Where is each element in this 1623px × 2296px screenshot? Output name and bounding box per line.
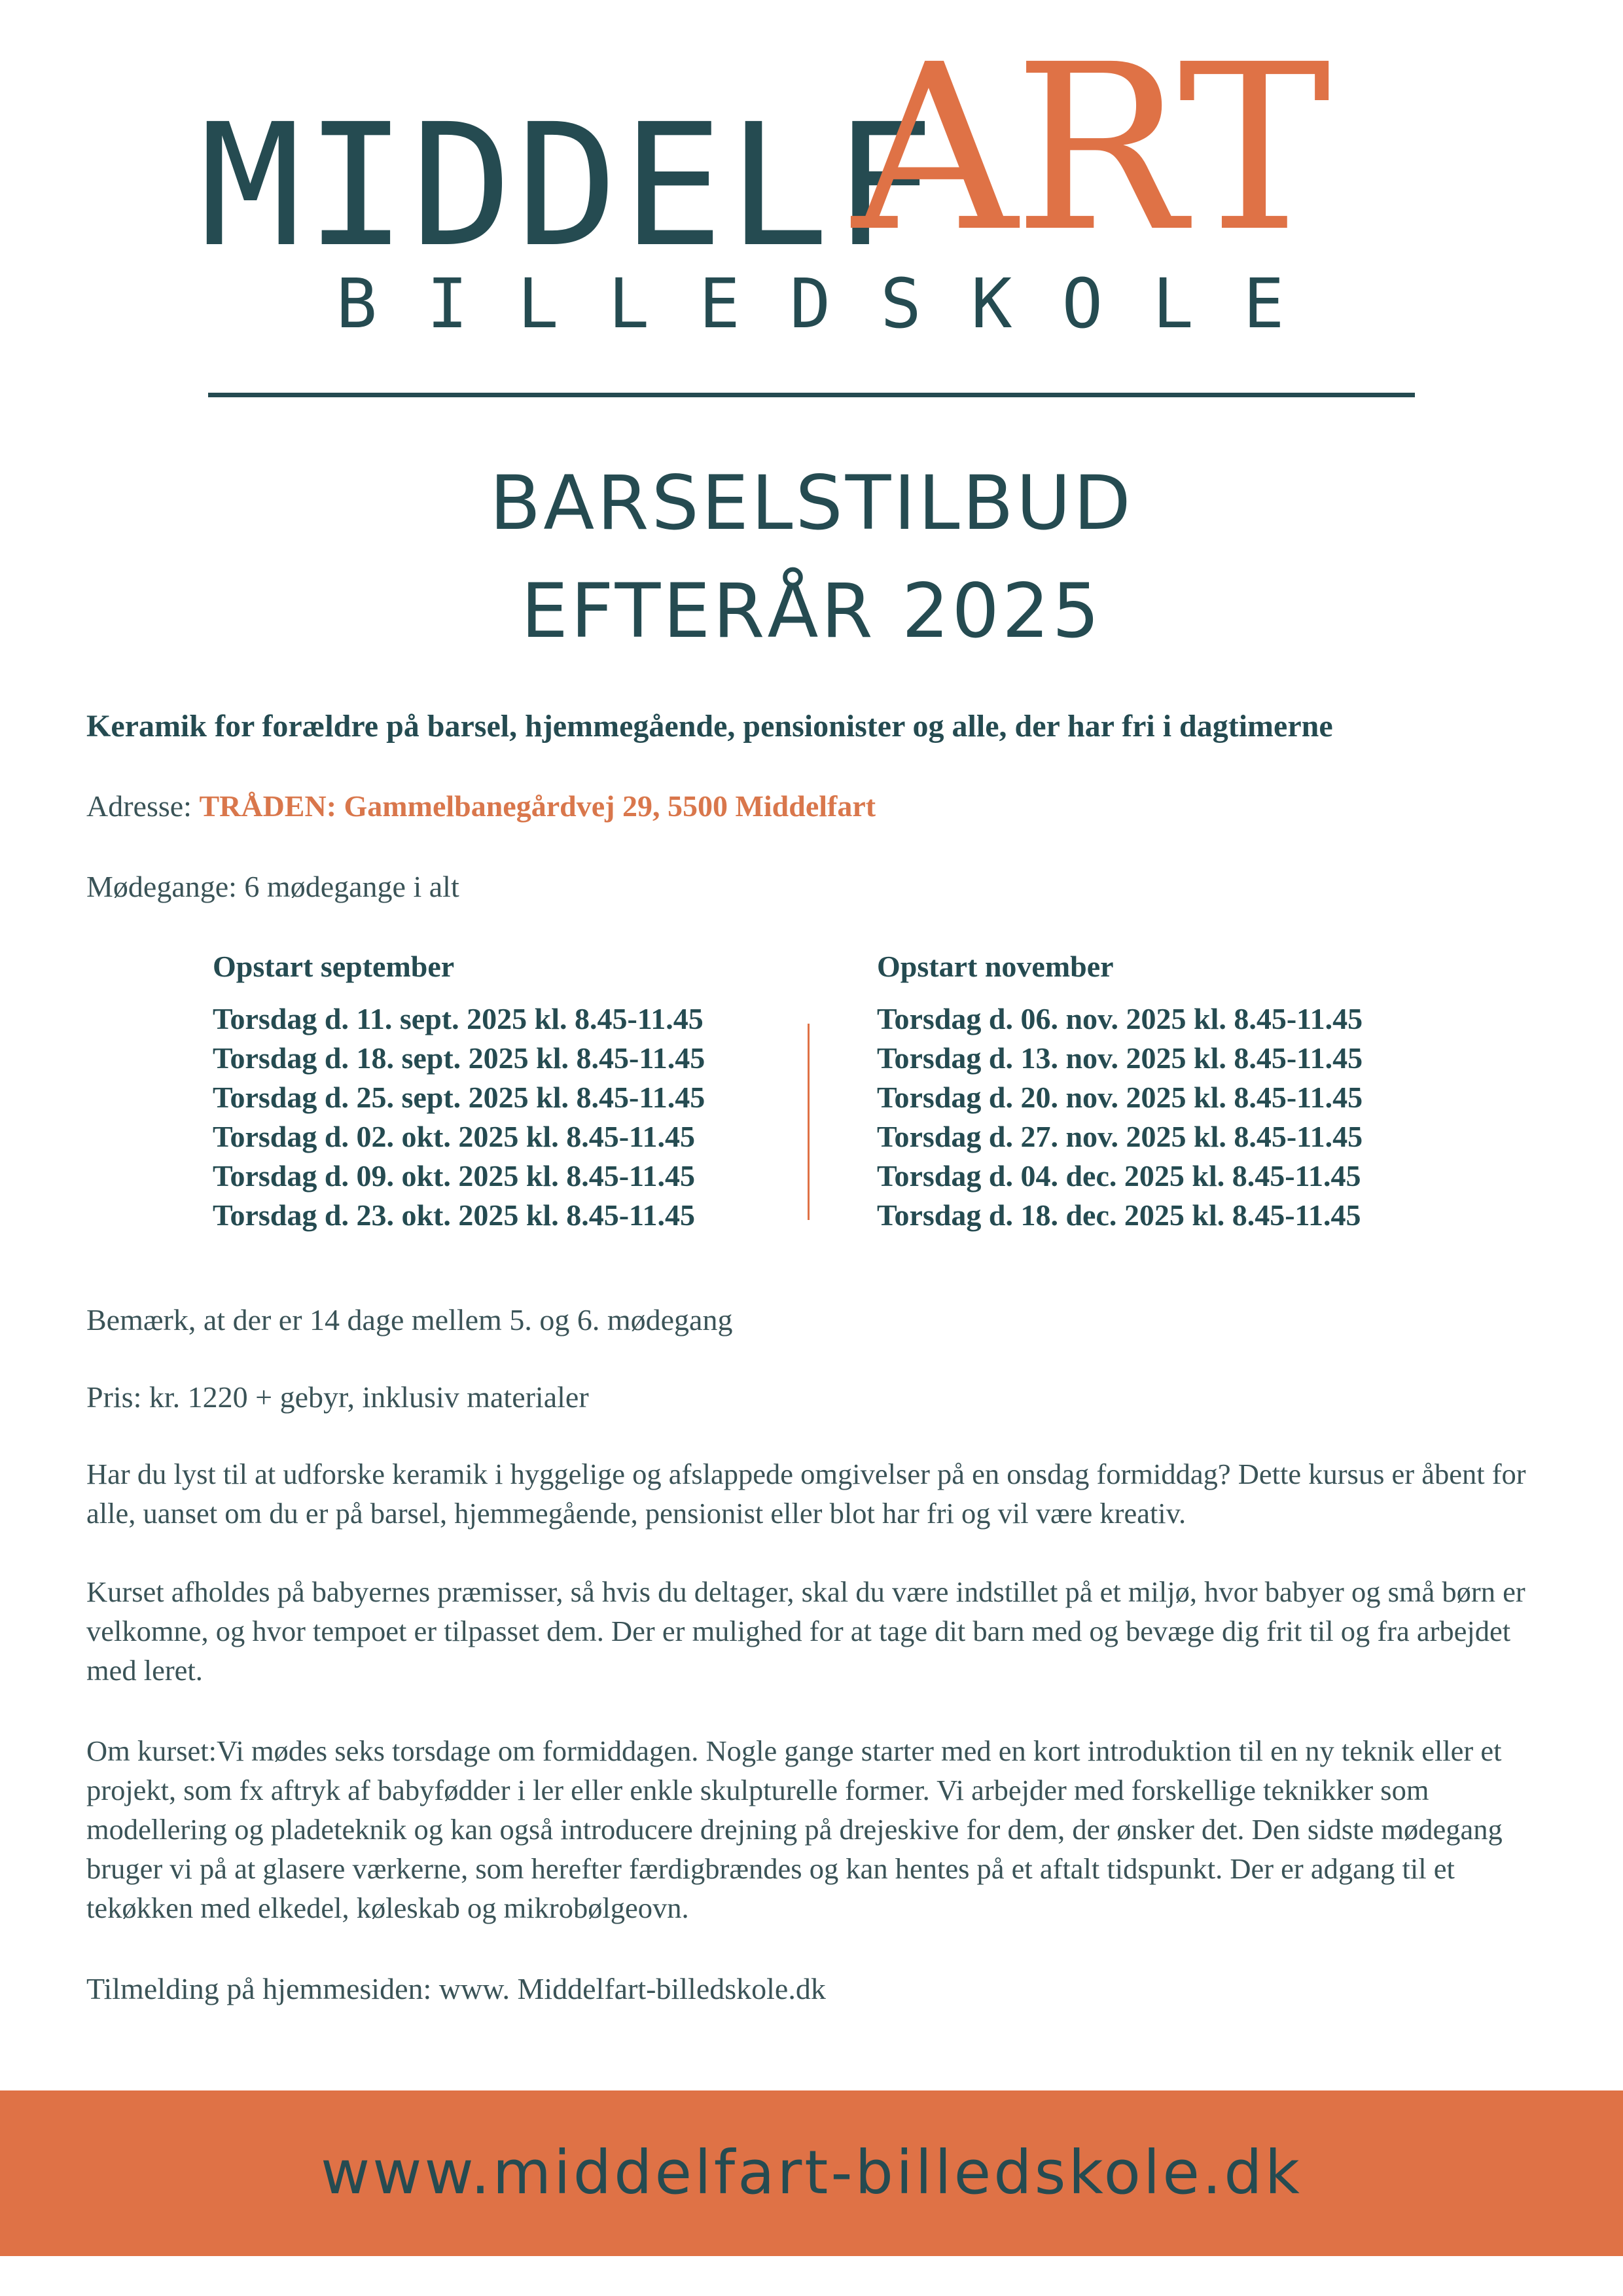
meetings-line: Mødegange: 6 mødegange i alt <box>86 870 459 903</box>
address-line <box>86 789 876 823</box>
logo-wordmark-middelf: MIDDELF <box>200 88 939 284</box>
schedule-november-list <box>877 999 1363 1235</box>
schedule-row: Torsdag d. 23. okt. 2025 kl. 8.45-11.45 <box>213 1198 695 1232</box>
schedule-divider <box>808 1024 810 1220</box>
schedule-row: Torsdag d. 18. sept. 2025 kl. 8.45-11.45 <box>213 1041 705 1075</box>
schedule-row: Torsdag d. 27. nov. 2025 kl. 8.45-11.45 <box>877 1120 1363 1153</box>
schedule-november-title: Opstart november <box>877 950 1114 983</box>
schedule-row: Torsdag d. 20. nov. 2025 kl. 8.45-11.45 <box>877 1081 1363 1114</box>
paragraph-about <box>86 1731 1546 1928</box>
address-label: Adresse: <box>86 789 192 823</box>
logo-subtitle: BILLEDSKOLE <box>336 264 1334 344</box>
schedule-september-title: Opstart september <box>213 950 455 983</box>
schedule-row: Torsdag d. 04. dec. 2025 kl. 8.45-11.45 <box>877 1159 1361 1193</box>
footer-url-link[interactable]: www.middelfart-billedskole.dk <box>321 2138 1302 2208</box>
page-title-line1: BARSELSTILBUD <box>490 459 1133 547</box>
schedule-row: Torsdag d. 09. okt. 2025 kl. 8.45-11.45 <box>213 1159 695 1193</box>
note-line: Bemærk, at der er 14 dage mellem 5. og 6. mødegang <box>86 1303 733 1336</box>
schedule-row: Torsdag d. 25. sept. 2025 kl. 8.45-11.45 <box>213 1081 705 1114</box>
page-title-line2: EFTERÅR 2025 <box>520 567 1103 655</box>
paragraph-text: Har du lyst til at udforske keramik i hyggelige og afslappede omgivelser på en onsdag formiddag? Dette kursus er åbent for alle, uanset om du er på barsel, hjemmegående, pensionist eller blot har fri og vil være kreativ. <box>86 1458 1526 1530</box>
paragraph-premises <box>86 1572 1546 1690</box>
logo-divider <box>208 393 1415 397</box>
paragraph-text: Kurset afholdes på babyernes præmisser, så hvis du deltager, skal du være indstillet på et miljø, hvor babyer og små børn er velkomne, og hvor tempoet er tilpasset dem. Der er mulighed for at tage dit barn med og bevæge dig frit til og fra arbejdet med leret. <box>86 1575 1525 1687</box>
schedule-row: Torsdag d. 11. sept. 2025 kl. 8.45-11.45 <box>213 1002 704 1035</box>
address-value: TRÅDEN: Gammelbanegårdvej 29, 5500 Middelfart <box>199 789 876 823</box>
schedule-row: Torsdag d. 13. nov. 2025 kl. 8.45-11.45 <box>877 1041 1363 1075</box>
schedule-row: Torsdag d. 06. nov. 2025 kl. 8.45-11.45 <box>877 1002 1363 1035</box>
paragraph-intro <box>86 1454 1546 1533</box>
lead-text: Keramik for forældre på barsel, hjemmegående, pensionister og alle, der har fri i dagtimerne <box>86 709 1333 744</box>
schedule-row: Torsdag d. 02. okt. 2025 kl. 8.45-11.45 <box>213 1120 695 1153</box>
schedule-september-list <box>213 999 705 1235</box>
paragraph-text: Om kurset:Vi mødes seks torsdage om formiddagen. Nogle gange starter med en kort introduktion til en ny teknik eller et projekt, som fx aftryk af babyfødder i ler eller enkle skulpturelle former. Vi arbejder med forskellige teknikker som modellering og pladeteknik og kan også introducere drejning på drejeskive for dem, der ønsker det. Den sidste mødegang bruger vi på at glasere værkerne, som herefter færdigbrændes og kan hentes på et aftalt tidspunkt. Der er adgang til et tekøkken med elkedel, køleskab og mikrobølgeovn. <box>86 1734 1503 1924</box>
schedule-row: Torsdag d. 18. dec. 2025 kl. 8.45-11.45 <box>877 1198 1361 1232</box>
signup-line: Tilmelding på hjemmesiden: www. Middelfart-billedskole.dk <box>86 1972 826 2005</box>
logo-wordmark-art: ART <box>852 15 1327 282</box>
price-line: Pris: kr. 1220 + gebyr, inklusiv materialer <box>86 1380 589 1414</box>
